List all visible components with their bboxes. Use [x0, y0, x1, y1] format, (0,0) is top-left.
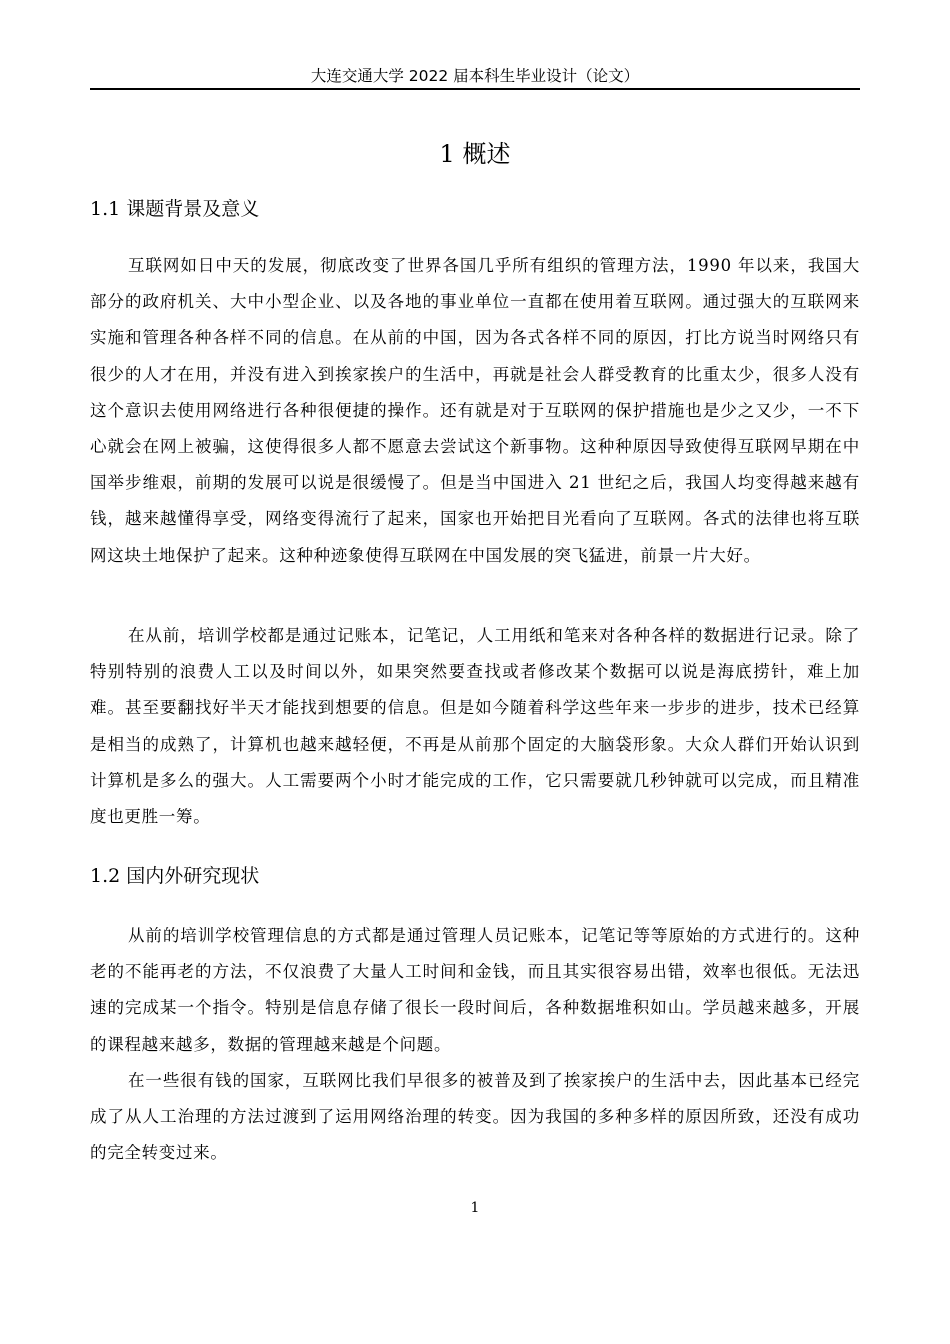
chapter-title: 1 概述 [439, 140, 511, 168]
paragraph-1-1-b: 在从前，培训学校都是通过记账本，记笔记，人工用纸和笔来对各种各样的数据进行记录。除了特别特别的浪费人工以及时间以外，如果突然要查找或者修改某个数据可以说是海底捞针，难上加难。甚至要翻找好半天才能找到想要的信息。但是如今随着科学这些年来一步步的进步，技术已经算是相当的成熟了，计算机也越来越轻便，不再是从前那个固定的大脑袋形象。大众人群们开始认识到计算机是多么的强大。人工需要两个小时才能完成的工作，它只需要就几秒钟就可以完成，而且精准度也更胜一筹。 [90, 626, 860, 827]
page-number: 1 [470, 1200, 480, 1216]
paragraph-1-1-a: 互联网如日中天的发展，彻底改变了世界各国几乎所有组织的管理方法，1990 年以来，我国大部分的政府机关、大中小型企业、以及各地的事业单位一直都在使用着互联网。通过强大的互联网来实施和管理各种各样不同的信息。在从前的中国，因为各式各样不同的原因，打比方说当时网络只有很少的人才在用，并没有进入到挨家挨户的生活中，再就是社会人群受教育的比重太少，很多人没有这个意识去使用网络进行各种很便捷的操作。还有就是对于互联网的保护措施也是少之又少，一不下心就会在网上被骗，这使得很多人都不愿意去尝试这个新事物。这种种原因导致使得互联网早期在中国举步维艰，前期的发展可以说是很缓慢了。但是当中国进入 21 世纪之后，我国人均变得越来越有钱，越来越懂得享受，网络变得流行了起来，国家也开始把目光看向了互联网。各式的法律也将互联网这块土地保护了起来。这种种迹象使得互联网在中国发展的突飞猛进，前景一片大好。 [90, 256, 860, 565]
paragraph-1-2-a: 从前的培训学校管理信息的方式都是通过管理人员记账本，记笔记等等原始的方式进行的。这种老的不能再老的方法，不仅浪费了大量人工时间和金钱，而且其实很容易出错，效率也很低。无法迅速的完成某一个指令。特别是信息存储了很长一段时间后，各种数据堆积如山。学员越来越多，开展的课程越来越多，数据的管理越来越是个问题。 [90, 926, 860, 1054]
section-title-1-1: 1.1 课题背景及意义 [90, 198, 260, 220]
running-header: 大连交通大学 2022 届本科生毕业设计（论文） [310, 67, 640, 85]
header-rule [90, 88, 860, 90]
paragraph-1-2-b: 在一些很有钱的国家，互联网比我们早很多的被普及到了挨家挨户的生活中去，因此基本已经完成了从人工治理的方法过渡到了运用网络治理的转变。因为我国的多种多样的原因所致，还没有成功的完全转变过来。 [90, 1071, 860, 1163]
section-title-1-2: 1.2 国内外研究现状 [90, 865, 260, 887]
